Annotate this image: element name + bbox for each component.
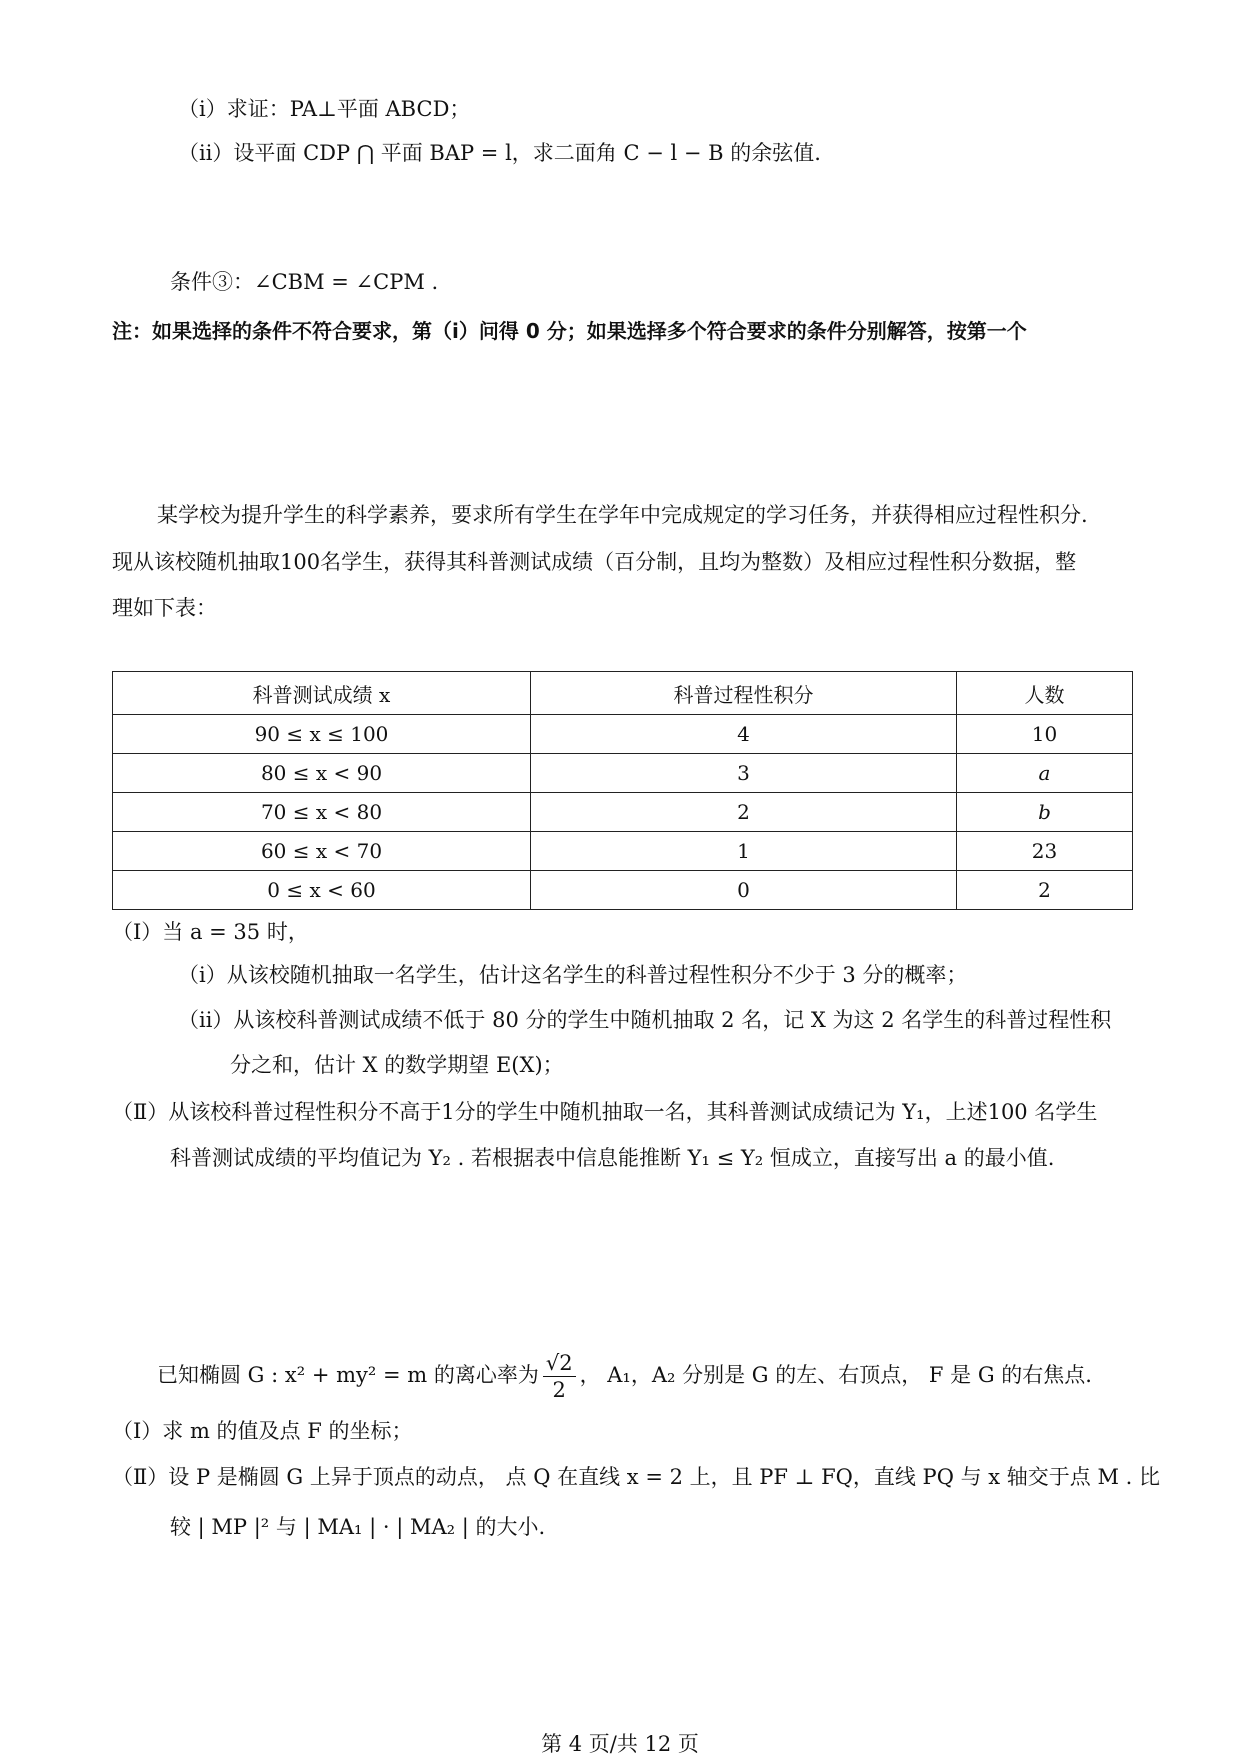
problem3-intro-text-b: ， A₁，A₂ 分别是 G 的左、右顶点， F 是 G 的右焦点. <box>579 1363 1092 1387</box>
table-cell: 0 <box>531 871 957 910</box>
table-header-row <box>113 672 1133 715</box>
table-header-points: 科普过程性积分 <box>531 672 957 715</box>
table-row <box>113 754 1133 793</box>
problem2-part-I-ii-line1: （ⅱ）从该校科普测试成绩不低于 80 分的学生中随机抽取 2 名，记 X 为这 2 名学生的科普过程性积 <box>178 1008 1112 1032</box>
table-cell: 2 <box>531 793 957 832</box>
problem2-part-II-line1: （Ⅱ）从该校科普过程性积分不高于1分的学生中随机抽取一名，其科普测试成绩记为 Y₁，上述100 名学生 <box>112 1100 1098 1124</box>
condition-3: 条件③：∠CBM = ∠CPM . <box>170 270 439 294</box>
problem2-part-I-i: （ⅰ）从该校随机抽取一名学生，估计这名学生的科普过程性积分不少于 3 分的概率； <box>178 963 968 987</box>
fraction-denominator: 2 <box>552 1378 566 1402</box>
problem2-para-line3: 理如下表： <box>112 596 217 620</box>
problem2-para-line2: 现从该校随机抽取100名学生，获得其科普测试成绩（百分制，且均为整数）及相应过程性积分数据，整 <box>112 550 1077 574</box>
table-row <box>113 871 1133 910</box>
table-cell: 3 <box>531 754 957 793</box>
problem2-para-line1: 某学校为提升学生的科学素养，要求所有学生在学年中完成规定的学习任务，并获得相应过程性积分. <box>157 503 1088 527</box>
table-cell: 2 <box>957 871 1133 910</box>
table-cell: 4 <box>531 715 957 754</box>
table-cell: 1 <box>531 832 957 871</box>
problem3-intro-text-a: 已知椭圆 G : x² + my² = m 的离心率为 <box>157 1363 539 1387</box>
table-cell: b <box>957 793 1133 832</box>
table-cell: a <box>957 754 1133 793</box>
table-cell: 60 ≤ x < 70 <box>113 832 531 871</box>
table-header-count: 人数 <box>957 672 1133 715</box>
score-table <box>112 671 1133 910</box>
page-footer: 第 4 页/共 12 页 <box>541 1732 699 1756</box>
table-header-score: 科普测试成绩 x <box>113 672 531 715</box>
table-cell: 0 ≤ x < 60 <box>113 871 531 910</box>
table-cell: 70 ≤ x < 80 <box>113 793 531 832</box>
problem2-part-I: （Ⅰ）当 a = 35 时， <box>112 920 309 944</box>
table-cell: 23 <box>957 832 1133 871</box>
problem3-intro <box>157 1345 1092 1405</box>
problem2-part-I-ii-line2: 分之和，估计 X 的数学期望 E(X)； <box>230 1053 564 1077</box>
fraction-numerator: √2 <box>543 1350 576 1377</box>
question-part-i: （ⅰ）求证：PA⊥平面 ABCD； <box>178 97 471 121</box>
question-part-ii: （ⅱ）设平面 CDP ⋂ 平面 BAP = l，求二面角 C − l − B 的余弦值. <box>178 141 821 165</box>
problem3-part-I: （Ⅰ）求 m 的值及点 F 的坐标； <box>112 1419 413 1443</box>
problem3-part-II-line2: 较 | MP |² 与 | MA₁ | · | MA₂ | 的大小. <box>170 1515 546 1539</box>
eccentricity-fraction <box>543 1350 576 1403</box>
table-cell: 10 <box>957 715 1133 754</box>
problem2-part-II-line2: 科普测试成绩的平均值记为 Y₂ . 若根据表中信息能推断 Y₁ ≤ Y₂ 恒成立，直接写出 a 的最小值. <box>170 1146 1055 1170</box>
table-row <box>113 793 1133 832</box>
note-line: 注：如果选择的条件不符合要求，第（ⅰ）问得 0 分；如果选择多个符合要求的条件分别解答，按第一个 <box>112 319 1027 343</box>
problem3-part-II-line1: （Ⅱ）设 P 是椭圆 G 上异于顶点的动点， 点 Q 在直线 x = 2 上，且 PF ⊥ FQ，直线 PQ 与 x 轴交于点 M . 比 <box>112 1465 1160 1489</box>
table-row <box>113 715 1133 754</box>
table-cell: 80 ≤ x < 90 <box>113 754 531 793</box>
table-row <box>113 832 1133 871</box>
table-cell: 90 ≤ x ≤ 100 <box>113 715 531 754</box>
